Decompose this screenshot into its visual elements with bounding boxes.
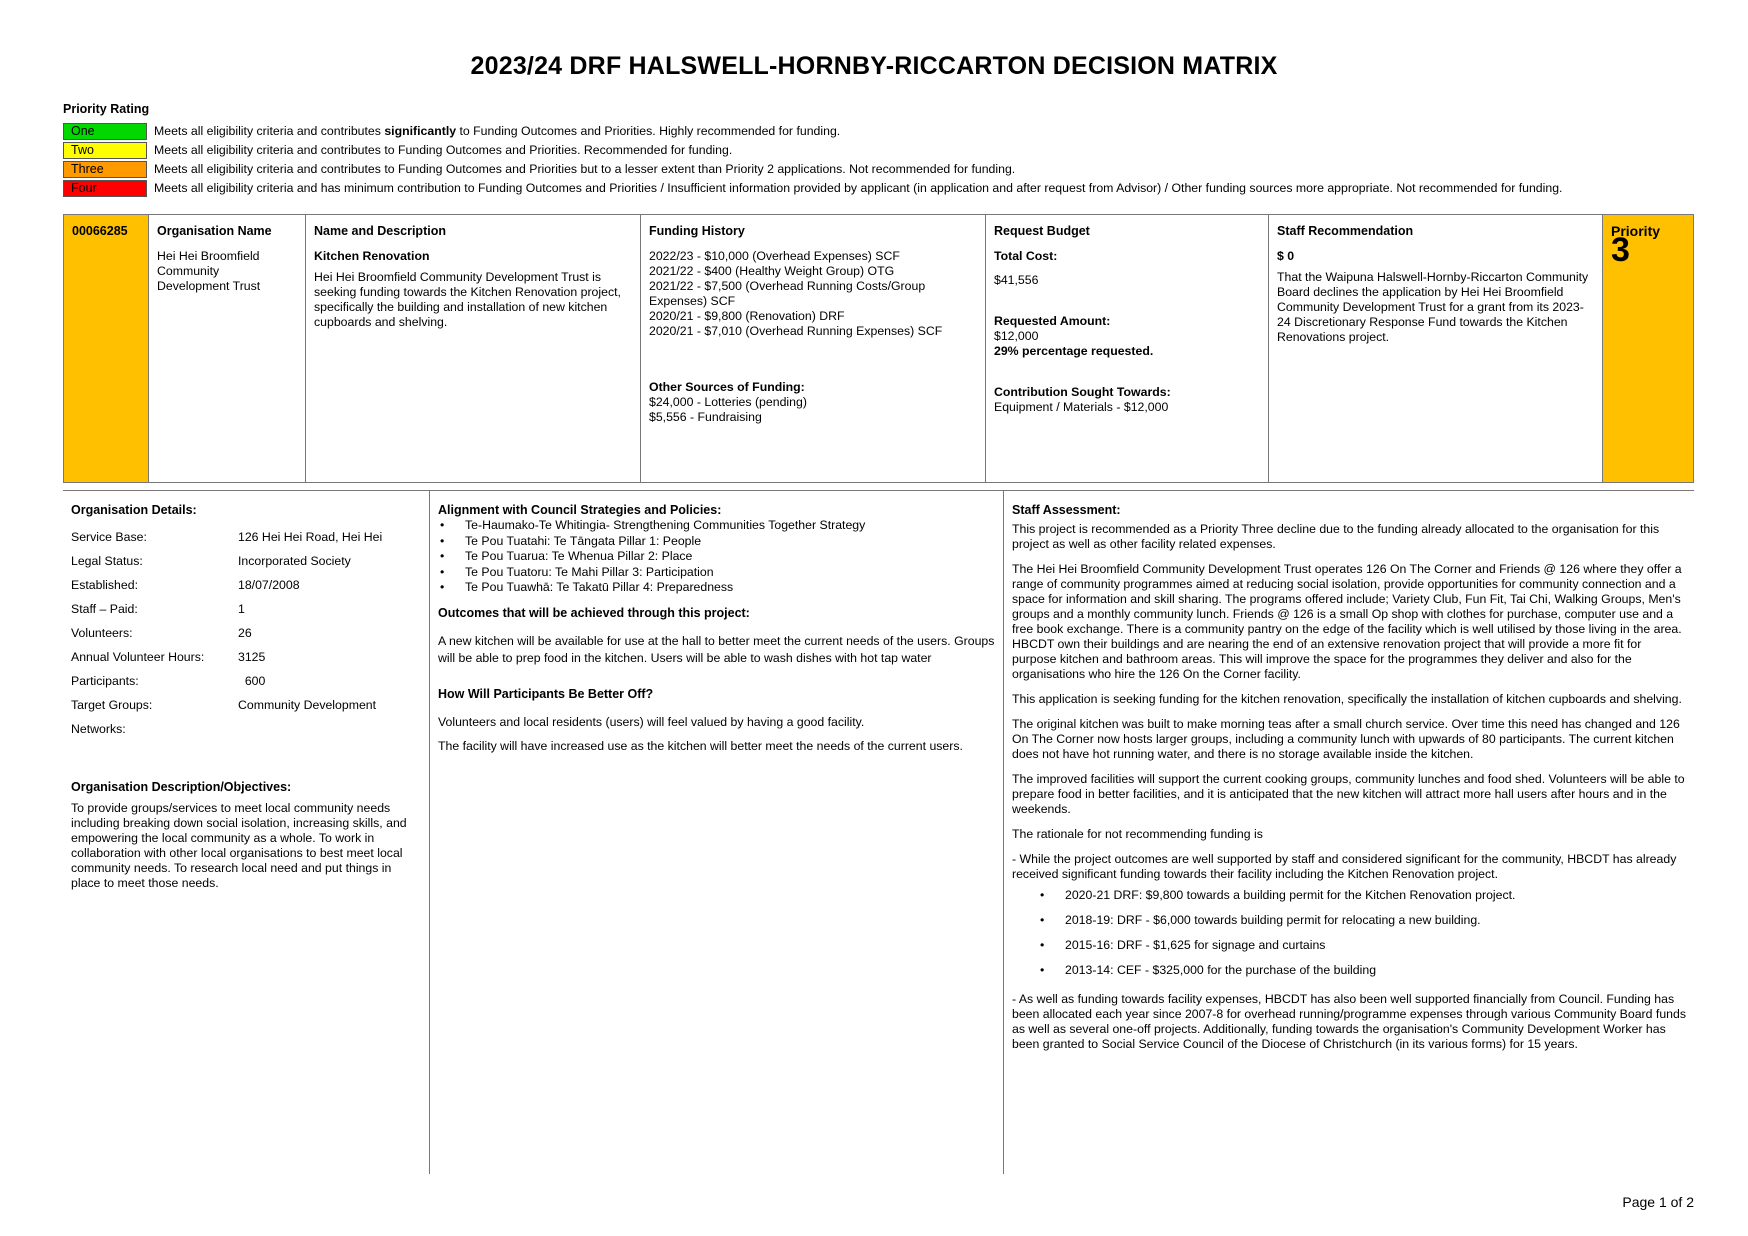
prior-funding-item: • 2018-19: DRF - $6,000 towards building permit for relocating a new building. (1012, 913, 1686, 938)
request-budget-heading: Request Budget (994, 224, 1090, 238)
decision-matrix-row (63, 214, 1694, 483)
project-name: Kitchen Renovation (314, 249, 430, 263)
application-id: 00066285 (64, 215, 149, 482)
detail-value: Incorporated Society (238, 554, 351, 568)
alignment-item: • Te Pou Tuawhā: Te Takatū Pillar 4: Preparedness (438, 580, 995, 596)
other-source-item: $24,000 - Lotteries (pending) (649, 395, 807, 409)
priority-cell (1603, 215, 1693, 482)
detail-value: 26 (238, 626, 252, 640)
detail-row (71, 698, 421, 722)
detail-value: 126 Hei Hei Road, Hei Hei (238, 530, 383, 544)
staff-assessment-heading: Staff Assessment: (1012, 503, 1121, 517)
funding-history-cell (641, 215, 986, 482)
staff-assessment-column (1004, 491, 1694, 1174)
requested-amount-label: Requested Amount: (994, 314, 1111, 328)
priority-swatch-one: One (63, 123, 147, 140)
organisation-details-column (63, 491, 430, 1174)
detail-row (71, 530, 421, 554)
detail-key: Participants: (71, 674, 139, 688)
detail-value: 3125 (238, 650, 266, 664)
priority-desc-one: Meets all eligibility criteria and contributes significantly to Funding Outcomes and Priorities. Highly recommended for funding. (154, 124, 841, 138)
assessment-paragraph: - While the project outcomes are well supported by staff and considered significant for the community, HBCDT has already received significant funding towards their facility including the Kitchen Renovation project. (1012, 852, 1677, 881)
org-name-line: Hei Hei Broomfield (157, 249, 260, 263)
assessment-paragraph: This application is seeking funding for the kitchen renovation, specifically the installation of kitchen cupboards and shelving. (1012, 692, 1682, 706)
priority-desc-four: Meets all eligibility criteria and has minimum contribution to Funding Outcomes and Priorities / Insufficient information provided by applicant (in application and after request from Advisor) / Other funding sources more appropriate. Not recommended for funding. (154, 181, 1563, 195)
detail-value: 1 (238, 602, 245, 616)
funding-history-item: 2021/22 - $400 (Healthy Weight Group) OTG (649, 264, 895, 278)
detail-value: 600 (238, 674, 266, 688)
priority-swatch-four: Four (63, 180, 147, 197)
priority-legend-row-two (63, 141, 732, 159)
request-budget-cell (986, 215, 1269, 482)
org-details-heading: Organisation Details: (71, 503, 197, 517)
total-cost-label: Total Cost: (994, 249, 1058, 263)
prior-funding-list (1012, 888, 1686, 988)
org-name-line: Development Trust (157, 279, 261, 293)
alignment-column (430, 491, 1004, 1174)
priority-rating-heading: Priority Rating (63, 102, 150, 116)
funding-history-item: 2020/21 - $9,800 (Renovation) DRF (649, 309, 845, 323)
detail-key: Target Groups: (71, 698, 153, 712)
assessment-paragraph: The Hei Hei Broomfield Community Development Trust operates 126 On The Corner and Friends @ 126 where they offer a range of community programmes aimed at reducing social isolation, provide opportunities for community connection and a space for information and skill sharing. The programs offered include; Variety Club, Fun Fit, Tai Chi, Walking Groups, Men's groups and a monthly community lunch. Friends @ 126 is a small Op shop with clothes for purchase, computer use and a free book exchange. There is a community pantry on the edge of the facility which is well utilised by those living in the area. HBCDT own their buildings and are nearing the end of an extensive renovation project that will provide a more fit for purpose kitchen and bathroom areas. This will improve the space for the programmes they deliver and also for the organisations who hire the 126 On the Corner facility. (1012, 562, 1682, 681)
requested-amount-value: $12,000 (994, 329, 1039, 343)
other-sources-heading: Other Sources of Funding: (649, 380, 805, 394)
assessment-paragraph: The improved facilities will support the current cooking groups, community lunches and food shed. Volunteers will be able to prepare food in better facilities, and it is anticipated that the new kitchen will attract more hall users after hours and in the weekends. (1012, 772, 1685, 816)
funding-history-item: 2022/23 - $10,000 (Overhead Expenses) SCF (649, 249, 900, 263)
better-off-text: The facility will have increased use as the kitchen will better meet the needs of the current users. (438, 738, 963, 753)
detail-key: Legal Status: (71, 554, 143, 568)
detail-key: Annual Volunteer Hours: (71, 650, 205, 664)
detail-row (71, 602, 421, 626)
org-name-line: Community (157, 264, 220, 278)
prior-funding-item: • 2015-16: DRF - $1,625 for signage and curtains (1012, 938, 1686, 963)
outcomes-heading: Outcomes that will be achieved through this project: (438, 605, 750, 620)
prior-funding-item: • 2020-21 DRF: $9,800 towards a building permit for the Kitchen Renovation project. (1012, 888, 1686, 913)
staff-recommendation-cell (1269, 215, 1603, 482)
detail-row (71, 674, 421, 698)
page-number: Page 1 of 2 (1622, 1194, 1694, 1210)
details-section (63, 490, 1694, 1174)
priority-desc-two: Meets all eligibility criteria and contributes to Funding Outcomes and Priorities. Recommended for funding. (154, 143, 733, 157)
alignment-item: • Te Pou Tuatahi: Te Tāngata Pillar 1: People (438, 534, 995, 550)
alignment-item: • Te-Haumako-Te Whitingia- Strengthening Communities Together Strategy (438, 518, 995, 534)
detail-key: Service Base: (71, 530, 147, 544)
funding-history-heading: Funding History (649, 224, 745, 238)
priority-value: 3 (1611, 231, 1630, 269)
organisation-name-cell (149, 215, 306, 482)
priority-swatch-two: Two (63, 142, 147, 159)
contribution-value: Equipment / Materials - $12,000 (994, 400, 1169, 414)
priority-heading: Priority (1611, 223, 1661, 239)
page-title: 2023/24 DRF HALSWELL-HORNBY-RICCARTON DECISION MATRIX (470, 52, 1278, 80)
staff-recommendation-heading: Staff Recommendation (1277, 224, 1414, 238)
name-description-heading: Name and Description (314, 224, 446, 238)
better-off-heading: How Will Participants Be Better Off? (438, 686, 654, 701)
project-description: Hei Hei Broomfield Community Development Trust is seeking funding towards the Kitchen Renovation project, specifically the building and installation of new kitchen cupboards and shelving. (314, 270, 621, 329)
detail-row (71, 626, 421, 650)
org-description-text: To provide groups/services to meet local community needs including breaking down social isolation, increasing skills, and empowering the local community as a whole. To work in collaboration with other local organisations to best meet local community needs. To research local need and put things in place to meet those needs. (71, 801, 407, 890)
better-off-text: Volunteers and local residents (users) will feel valued by having a good facility. (438, 714, 865, 729)
prior-funding-item: • 2013-14: CEF - $325,000 for the purchase of the building (1012, 963, 1686, 988)
alignment-heading: Alignment with Council Strategies and Policies: (438, 503, 722, 517)
detail-row (71, 578, 421, 602)
detail-key: Staff – Paid: (71, 602, 138, 616)
detail-key: Established: (71, 578, 138, 592)
contribution-label: Contribution Sought Towards: (994, 385, 1171, 399)
total-cost-value: $41,556 (994, 273, 1039, 287)
detail-row (71, 722, 421, 746)
org-description-heading: Organisation Description/Objectives: (71, 780, 292, 794)
detail-key: Networks: (71, 722, 126, 736)
priority-swatch-three: Three (63, 161, 147, 178)
alignment-item: • Te Pou Tuarua: Te Whenua Pillar 2: Place (438, 549, 995, 565)
assessment-paragraph: The original kitchen was built to make morning teas after a small church service. Over time this need has changed and 126 On The Corner now hosts larger groups, including a community lunch with upwards of 80 participants. The current kitchen does not have hot running water, and there is no storage available inside the kitchen. (1012, 717, 1680, 761)
alignment-item: • Te Pou Tuatoru: Te Mahi Pillar 3: Participation (438, 565, 995, 581)
detail-value: 18/07/2008 (238, 578, 300, 592)
detail-row (71, 554, 421, 578)
staff-recommended-amount: $ 0 (1277, 249, 1295, 263)
other-source-item: $5,556 - Fundraising (649, 410, 762, 424)
funding-history-item: 2021/22 - $7,500 (Overhead Running Costs/Group Expenses) SCF (649, 279, 926, 308)
assessment-paragraph: - As well as funding towards facility expenses, HBCDT has also been well supported financially from Council. Funding has been allocated each year since 2007-8 for overhead running/programme expenses through various Community Board funds as well as several one-off projects. Additionally, funding towards the organisation's Community Development Worker has been granted to Social Service Council of the Diocese of Christchurch (in its various forms) for 15 years. (1012, 992, 1686, 1051)
funding-history-item: 2020/21 - $7,010 (Overhead Running Expenses) SCF (649, 324, 943, 338)
staff-recommendation-text: That the Waipuna Halswell-Hornby-Riccarton Community Board declines the application by Hei Hei Broomfield Community Development Trust for a grant from its 2023-24 Discretionary Response Fund towards the Kitchen Renovations project. (1277, 270, 1589, 344)
outcomes-text: A new kitchen will be available for use at the hall to better meet the current needs of the users. Groups will be able to prep food in the kitchen. Users will be able to wash dishes with hot tap water (438, 633, 995, 665)
detail-value: Community Development (238, 698, 377, 712)
assessment-paragraph: This project is recommended as a Priority Three decline due to the funding already allocated to the organisation for this project as well as other facility related expenses. (1012, 522, 1660, 551)
percentage-requested: 29% percentage requested. (994, 344, 1154, 358)
priority-legend-row-three (63, 160, 1015, 178)
name-description-cell (306, 215, 641, 482)
priority-legend-row-four (63, 179, 1562, 197)
priority-legend-row-one (63, 122, 840, 140)
alignment-list (438, 518, 995, 596)
priority-desc-three: Meets all eligibility criteria and contributes to Funding Outcomes and Priorities but to a lesser extent than Priority 2 applications. Not recommended for funding. (154, 162, 1016, 176)
detail-key: Volunteers: (71, 626, 133, 640)
detail-row (71, 650, 421, 674)
assessment-paragraph: The rationale for not recommending funding is (1012, 827, 1263, 841)
org-name-heading: Organisation Name (157, 224, 272, 238)
